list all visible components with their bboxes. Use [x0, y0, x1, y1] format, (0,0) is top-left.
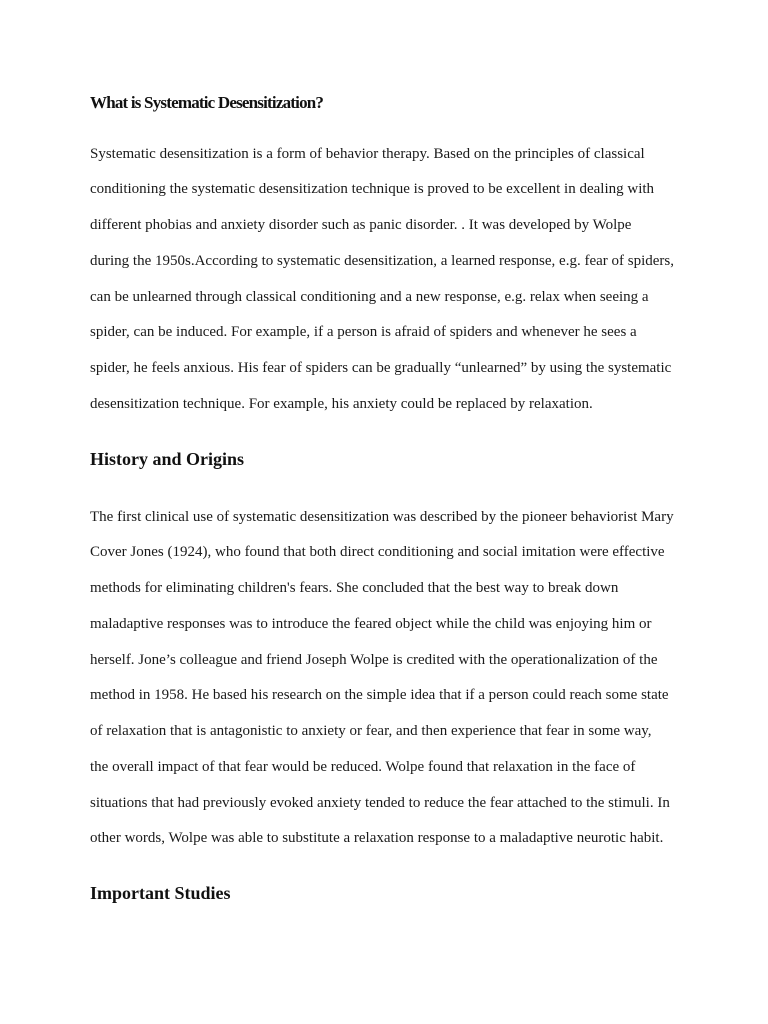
- text-line: conditioning the systematic desensitization technique is proved to be excellent in dealing with: [90, 181, 655, 197]
- text-line: Cover Jones (1924), who found that both direct conditioning and social imitation were effective: [90, 544, 665, 560]
- text-line: method in 1958. He based his research on the simple idea that if a person could reach some state: [90, 687, 669, 703]
- text-line: spider, can be induced. For example, if a person is afraid of spiders and whenever he sees a: [90, 324, 637, 340]
- text-line: can be unlearned through classical conditioning and a new response, e.g. relax when seeing a: [90, 289, 649, 305]
- text-line: different phobias and anxiety disorder such as panic disorder. . It was developed by Wolpe: [90, 217, 632, 233]
- text-line: desensitization technique. For example, his anxiety could be replaced by relaxation.: [90, 396, 593, 412]
- text-line: the overall impact of that fear would be reduced. Wolpe found that relaxation in the face of: [90, 759, 636, 775]
- main-heading: What is Systematic Desensitization?: [90, 93, 324, 112]
- text-line: during the 1950s.According to systematic desensitization, a learned response, e.g. fear of spiders,: [90, 253, 674, 269]
- text-line: spider, he feels anxious. His fear of spiders can be gradually “unlearned” by using the systematic: [90, 360, 672, 376]
- text-line: herself. Jone’s colleague and friend Joseph Wolpe is credited with the operationalization of the: [90, 652, 658, 668]
- text-line: Systematic desensitization is a form of behavior therapy. Based on the principles of classical: [90, 146, 645, 162]
- text-line: other words, Wolpe was able to substitute a relaxation response to a maladaptive neurotic habit.: [90, 830, 664, 846]
- text-line: of relaxation that is antagonistic to anxiety or fear, and then experience that fear in some way,: [90, 723, 652, 739]
- section-heading-history: History and Origins: [90, 449, 245, 469]
- text-line: situations that had previously evoked anxiety tended to reduce the fear attached to the stimuli. In: [90, 795, 670, 811]
- text-line: maladaptive responses was to introduce the feared object while the child was enjoying him or: [90, 616, 652, 632]
- section-heading-studies: Important Studies: [90, 883, 231, 903]
- text-line: The first clinical use of systematic desensitization was described by the pioneer behaviorist Mary: [90, 509, 674, 525]
- text-line: methods for eliminating children's fears. She concluded that the best way to break down: [90, 580, 619, 596]
